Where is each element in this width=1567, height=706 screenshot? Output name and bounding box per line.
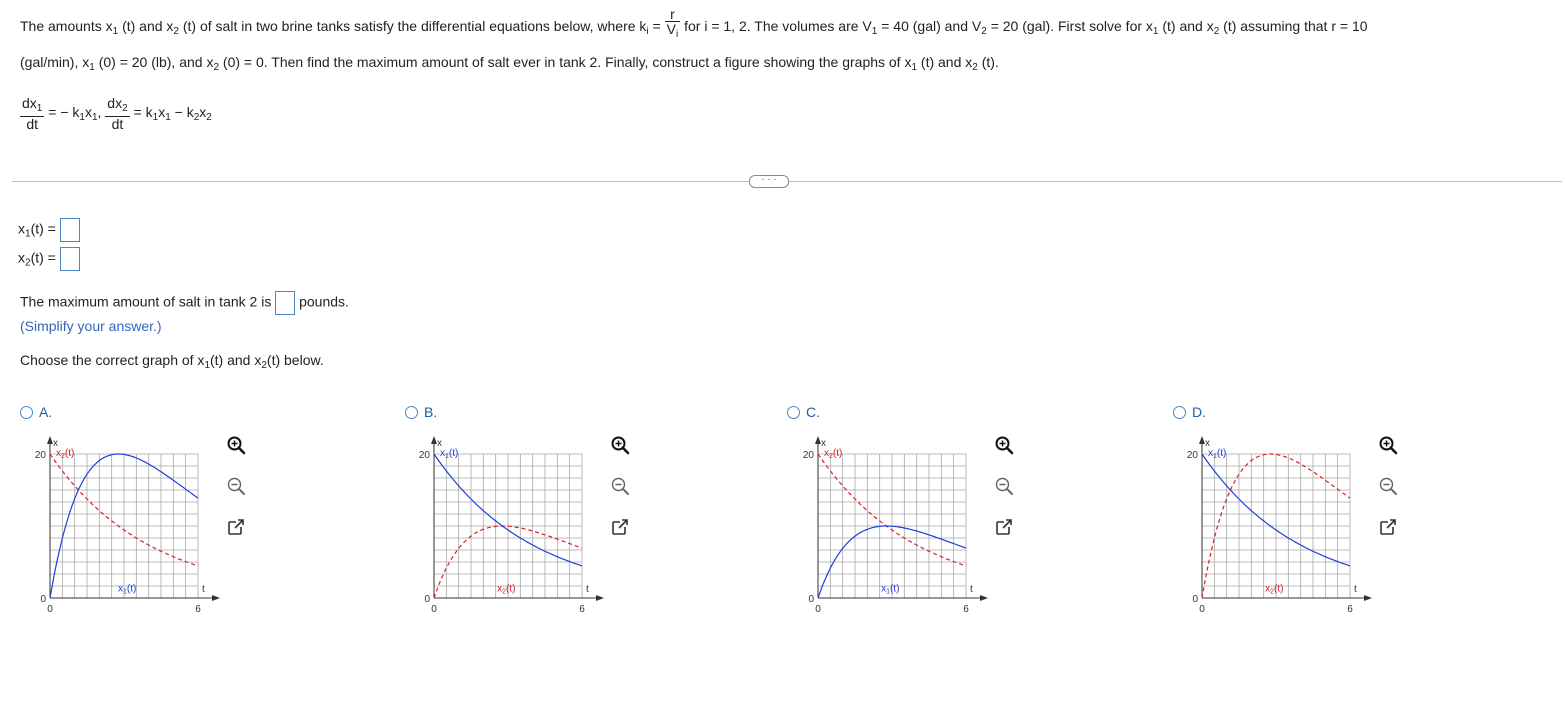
zoom-out-icon[interactable] bbox=[1378, 476, 1398, 496]
x-axis-label: t bbox=[202, 584, 205, 595]
option-d-radio[interactable] bbox=[1173, 406, 1186, 419]
zoom-in-icon[interactable] bbox=[1378, 435, 1398, 455]
option-c-radio[interactable] bbox=[787, 406, 800, 419]
option-d[interactable] bbox=[1173, 404, 1206, 420]
y-tick-20: 20 bbox=[802, 450, 814, 461]
x-axis-arrow bbox=[596, 595, 604, 601]
option-a[interactable] bbox=[20, 404, 52, 420]
curve-label-x2: $x_2(t)$ bbox=[56, 448, 75, 460]
x-tick-6: 6 bbox=[1347, 604, 1353, 615]
y-tick-20: 20 bbox=[418, 450, 430, 461]
choose-graph-prompt: Choose the correct graph of $x_1(t)$ and $x_2(t)$ below. bbox=[20, 352, 324, 371]
y-tick-0: 0 bbox=[40, 594, 46, 605]
x-axis-label: t bbox=[970, 584, 973, 595]
x-axis-label: t bbox=[1354, 584, 1357, 595]
x1-answer-row: $x_1(t)$ = bbox=[18, 218, 80, 242]
option-c[interactable] bbox=[787, 404, 820, 420]
y-axis-label: x bbox=[1205, 438, 1210, 449]
option-d-label: D. bbox=[1192, 404, 1206, 420]
graph-b bbox=[406, 430, 606, 620]
y-tick-0: 0 bbox=[808, 594, 814, 605]
curve-label-x1: $x_1(t)$ bbox=[440, 448, 459, 460]
zoom-in-icon[interactable] bbox=[610, 435, 630, 455]
y-axis-label: x bbox=[437, 438, 442, 449]
problem-line-1: The amounts $x_1$ (t) and $x_2$ (t) of salt in two brine tanks satisfy the differential equations below, where $k_i$ = $\frac{r}{V_i}$ for i = 1, 2. The volumes are $V_1 = 40$ (gal) and $V_2 = 20$ (gal). First solve for $x_1$ (t) and $x_2$ (t) assuming that r = 10 bbox=[20, 6, 1368, 40]
y-axis-label: x bbox=[821, 438, 826, 449]
zoom-out-icon[interactable] bbox=[994, 476, 1014, 496]
open-new-window-icon[interactable] bbox=[610, 517, 630, 537]
more-button[interactable]: · · · bbox=[749, 175, 789, 188]
curve-label-x2: $x_2(t)$ bbox=[824, 448, 843, 460]
option-b-radio[interactable] bbox=[405, 406, 418, 419]
x-tick-6: 6 bbox=[579, 604, 585, 615]
graph-d bbox=[1174, 430, 1374, 620]
option-b-label: B. bbox=[424, 404, 438, 420]
graph-a bbox=[22, 430, 222, 620]
y-tick-20: 20 bbox=[1186, 450, 1198, 461]
zoom-in-icon[interactable] bbox=[994, 435, 1014, 455]
curve-label-x1: $x_1(t)$ bbox=[1208, 448, 1227, 460]
problem-line-2: (gal/min), $x_1$ (0) = 20 (lb), and $x_2$ (0) = 0. Then find the maximum amount of salt ever in tank 2. Finally, construct a figure showing the graphs of $x_1$ (t) and $x_2$ (t). bbox=[20, 54, 999, 73]
curve-label-x1: $x_1(t)$ bbox=[881, 583, 900, 596]
y-tick-20: 20 bbox=[34, 450, 46, 461]
x1-answer-input[interactable] bbox=[60, 218, 80, 242]
option-c-label: C. bbox=[806, 404, 820, 420]
x-axis-label: t bbox=[586, 584, 589, 595]
max-salt-row: The maximum amount of salt in tank 2 is pounds. bbox=[20, 291, 349, 315]
x2-answer-row: $x_2(t)$ = bbox=[18, 247, 80, 271]
open-new-window-icon[interactable] bbox=[1378, 517, 1398, 537]
grid bbox=[50, 454, 198, 598]
open-new-window-icon[interactable] bbox=[226, 517, 246, 537]
x-axis-arrow bbox=[980, 595, 988, 601]
open-new-window-icon[interactable] bbox=[994, 517, 1014, 537]
y-tick-0: 0 bbox=[424, 594, 430, 605]
ki-fraction: $\frac{r}{V_i}$ bbox=[666, 6, 679, 40]
max-salt-input[interactable] bbox=[275, 291, 295, 315]
zoom-out-icon[interactable] bbox=[226, 476, 246, 496]
zoom-in-icon[interactable] bbox=[226, 435, 246, 455]
x-tick-0: 0 bbox=[431, 604, 437, 615]
curve-label-x2: $x_2(t)$ bbox=[1265, 583, 1284, 596]
simplify-hint: (Simplify your answer.) bbox=[20, 318, 162, 334]
option-b[interactable] bbox=[405, 404, 437, 420]
curve-label-x2: $x_2(t)$ bbox=[497, 583, 516, 596]
x2-answer-input[interactable] bbox=[60, 247, 80, 271]
zoom-out-icon[interactable] bbox=[610, 476, 630, 496]
y-tick-0: 0 bbox=[1192, 594, 1198, 605]
graph-c bbox=[790, 430, 990, 620]
x-tick-6: 6 bbox=[963, 604, 969, 615]
curve-label-x1: $x_1(t)$ bbox=[118, 583, 137, 596]
grid bbox=[1202, 454, 1350, 598]
x-axis-arrow bbox=[1364, 595, 1372, 601]
x-tick-0: 0 bbox=[1199, 604, 1205, 615]
option-a-radio[interactable] bbox=[20, 406, 33, 419]
x-tick-0: 0 bbox=[47, 604, 53, 615]
x-tick-0: 0 bbox=[815, 604, 821, 615]
x-tick-6: 6 bbox=[195, 604, 201, 615]
y-axis-label: x bbox=[53, 438, 58, 449]
option-a-label: A. bbox=[39, 404, 53, 420]
differential-equations: $\frac{dx_1}{dt}$ = − $k_1x_1$, $\frac{dx_2}{dt}$ = $k_1x_1 - k_2x_2$ bbox=[22, 95, 212, 132]
x-axis-arrow bbox=[212, 595, 220, 601]
